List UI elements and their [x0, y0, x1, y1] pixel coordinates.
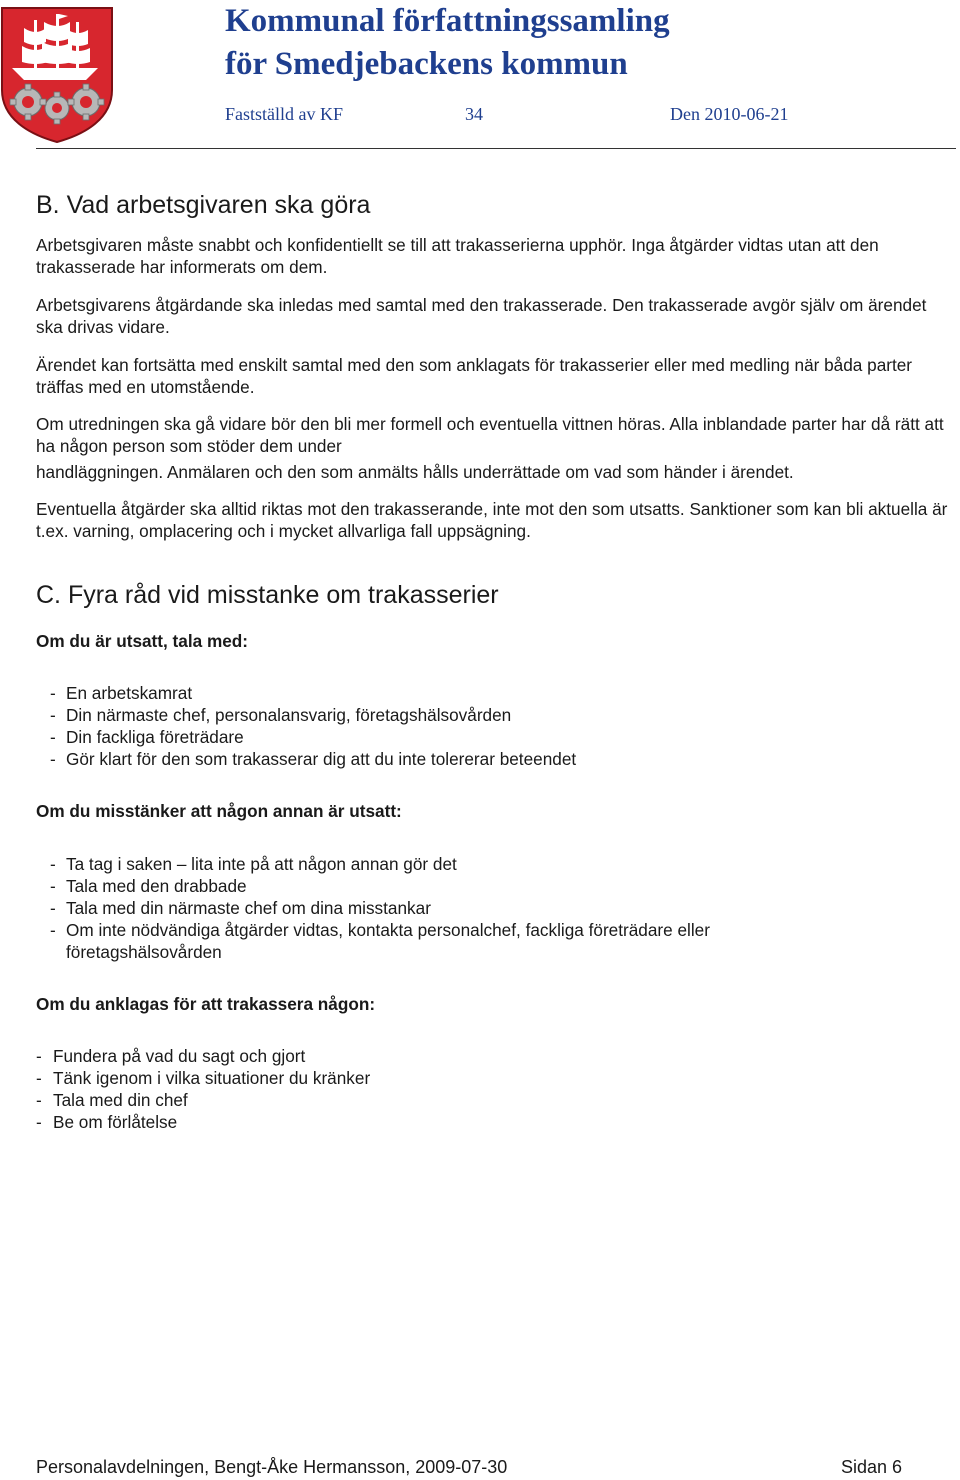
section-b-paragraph-5: handläggningen. Anmälaren och den som anmälts hålls underrättade om vad som händer i ärendet. — [36, 462, 794, 482]
header-titles — [225, 0, 945, 86]
document-number: 34 — [465, 104, 483, 124]
list-item: - Din närmaste chef, personalansvarig, företagshälsovården — [50, 705, 512, 725]
group-1-subheading: Om du är utsatt, tala med: — [36, 631, 249, 651]
list-item: - En arbetskamrat — [50, 683, 193, 703]
section-b-paragraph-2: Arbetsgivarens åtgärdande ska inledas med samtal med den trakasserade. Den trakasserade avgör själv om ärendet ska drivas vidare. — [36, 295, 927, 337]
list-item: - Fundera på vad du sagt och gjort — [36, 1046, 306, 1066]
document-header — [0, 0, 960, 150]
list-item: - Om inte nödvändiga åtgärder vidtas, kontakta personalchef, fackliga företrädare eller företagshälsovården — [50, 920, 710, 962]
group-2-list — [36, 853, 954, 963]
document-body — [36, 188, 954, 1133]
list-item: - Din fackliga företrädare — [50, 727, 244, 747]
section-b-heading: B. Vad arbetsgivaren ska göra — [36, 191, 371, 219]
header-title-line-1: Kommunal författningssamling — [225, 3, 670, 39]
group-1-list — [36, 682, 954, 770]
header-meta-row — [225, 100, 945, 126]
list-item: - Be om förlåtelse — [36, 1112, 178, 1132]
section-c-heading: C. Fyra råd vid misstanke om trakasserier — [36, 581, 499, 609]
list-item: - Tänk igenom i vilka situationer du kränker — [36, 1068, 371, 1088]
section-b-paragraph-3: Ärendet kan fortsätta med enskilt samtal med den som anklagats för trakasserier eller med medling när båda parter träffas med en utomstående. — [36, 355, 913, 397]
list-item: - Gör klart för den som trakasserar dig att du inte tolererar beteendet — [50, 749, 577, 769]
footer-page-number: Sidan 6 — [840, 1457, 902, 1477]
header-divider — [36, 148, 956, 149]
footer-author: Personalavdelningen, Bengt-Åke Hermansson, 2009-07-30 — [36, 1457, 508, 1477]
coat-of-arms-icon — [0, 6, 114, 144]
list-item: - Tala med den drabbade — [50, 876, 247, 896]
header-title-line-2: för Smedjebackens kommun — [225, 46, 628, 82]
section-b-paragraph-1: Arbetsgivaren måste snabbt och konfidentiellt se till att trakasserierna upphör. Inga åtgärder vidtas utan att den trakasserade har informerats om dem. — [36, 235, 879, 277]
document-footer — [36, 1455, 902, 1479]
document-date: Den 2010-06-21 — [670, 104, 789, 124]
list-item: - Ta tag i saken – lita inte på att någon annan gör det — [50, 854, 457, 874]
adopted-by-label: Fastställd av KF — [225, 104, 344, 124]
list-item: - Tala med din chef — [36, 1090, 188, 1110]
group-3-list — [36, 1045, 954, 1133]
group-2-subheading: Om du misstänker att någon annan är utsatt: — [36, 801, 402, 821]
list-item: - Tala med din närmaste chef om dina misstankar — [50, 898, 431, 918]
section-b-paragraph-4: Om utredningen ska gå vidare bör den bli mer formell och eventuella vittnen höras. Alla inblandade parter har då rätt att ha någon person som stöder dem under — [36, 414, 944, 456]
section-b-paragraph-6: Eventuella åtgärder ska alltid riktas mot den trakasserande, inte mot den som utsatts. Sanktioner som kan bli aktuella är t.ex. varning, omplacering och i mycket allvarliga fall uppsägning. — [36, 499, 948, 541]
group-3-subheading: Om du anklagas för att trakassera någon: — [36, 994, 376, 1014]
